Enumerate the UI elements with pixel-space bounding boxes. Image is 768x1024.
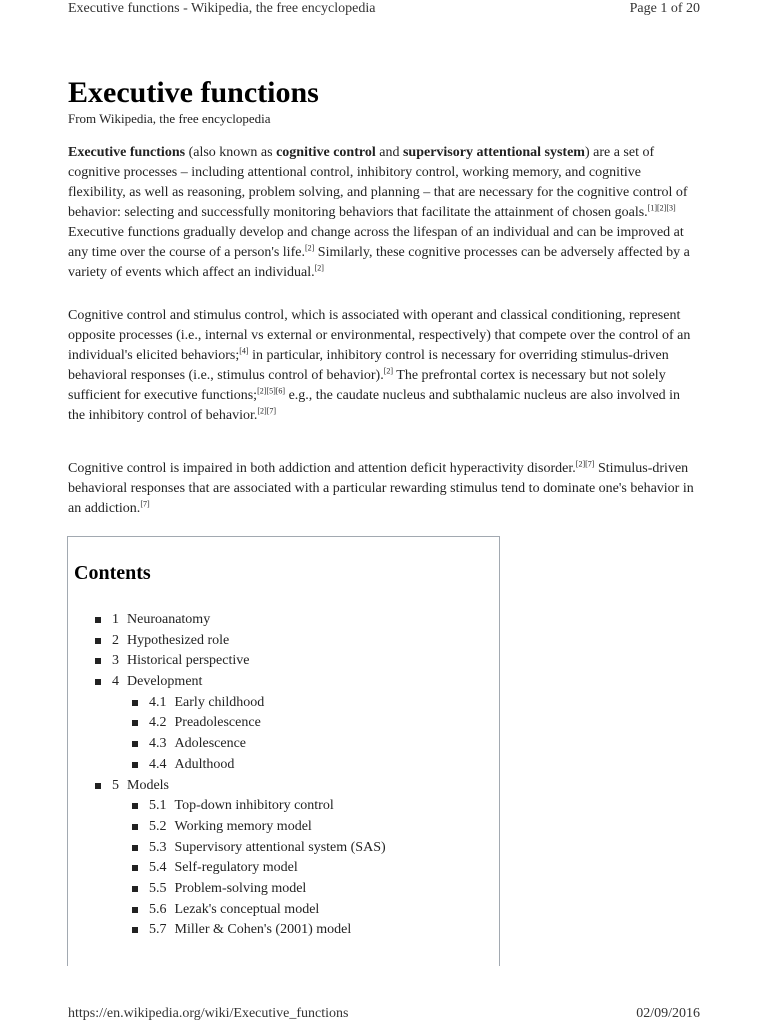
toc-number: 4.2	[149, 715, 167, 731]
text-run: (also known as	[185, 145, 277, 160]
bullet-icon	[95, 658, 101, 664]
bold-term: cognitive control	[276, 145, 376, 160]
bullet-icon	[95, 638, 101, 644]
intro-paragraph-1	[68, 143, 700, 283]
text-run: The prefrontal cortex is necessary but not solely sufficient for executive functions;	[68, 368, 666, 403]
toc-label[interactable]: Preadolescence	[174, 715, 261, 731]
bullet-icon	[95, 617, 101, 623]
bold-term: Executive functions	[68, 145, 186, 160]
print-header-title: Executive functions - Wikipedia, the free encyclopedia	[68, 1, 376, 16]
toc-item-self-regulatory-model[interactable]	[131, 858, 386, 879]
toc-label[interactable]: Models	[127, 777, 169, 793]
toc-item-adolescence[interactable]	[131, 734, 386, 755]
toc-number: 1	[112, 612, 119, 627]
toc-label[interactable]: Self-regulatory model	[174, 860, 298, 876]
bullet-icon	[95, 783, 101, 789]
print-footer-date: 02/09/2016	[636, 1006, 700, 1021]
toc-item-supervisory-attentional-system[interactable]	[131, 838, 386, 859]
print-footer-url: https://en.wikipedia.org/wiki/Executive_functions	[68, 1006, 349, 1021]
toc-label[interactable]: Problem-solving model	[174, 880, 307, 896]
bullet-icon	[132, 907, 138, 913]
toc-number: 5.4	[149, 860, 167, 876]
toc-label[interactable]: Top-down inhibitory control	[174, 798, 334, 814]
toc-number: 5.7	[149, 922, 167, 938]
intro-paragraph-2	[68, 306, 700, 426]
page-subtitle: From Wikipedia, the free encyclopedia	[68, 111, 271, 126]
citation-ref[interactable]: [2][7]	[257, 406, 277, 416]
toc-number: 5.1	[149, 798, 167, 814]
toc-item-hypothesized-role[interactable]	[94, 631, 386, 652]
toc-label[interactable]: Early childhood	[174, 694, 265, 710]
bullet-icon	[132, 741, 138, 747]
toc-label[interactable]: Adolescence	[174, 736, 247, 752]
text-run: in particular, inhibitory control is necessary for overriding stimulus-driven behavioral responses (i.e., stimulus control of behavior).	[68, 348, 669, 383]
citation-ref[interactable]: [2][7]	[575, 459, 595, 469]
text-run: Executive functions gradually develop and change across the lifespan of an individual and can be improved at any time over the course of a person's life.	[68, 225, 684, 260]
toc-item-preadolescence[interactable]	[131, 713, 386, 734]
toc-number: 4.4	[149, 756, 167, 772]
toc-item-miller-cohen-model[interactable]	[131, 920, 386, 941]
toc-label[interactable]: Neuroanatomy	[127, 612, 211, 627]
bullet-icon	[132, 720, 138, 726]
toc-number: 5.2	[149, 818, 167, 834]
toc-label[interactable]: Supervisory attentional system (SAS)	[174, 839, 386, 855]
citation-ref[interactable]: [2]	[304, 243, 315, 253]
citation-ref[interactable]: [2]	[383, 366, 394, 376]
citation-ref[interactable]: [7]	[140, 499, 150, 509]
intro-paragraph-3	[68, 459, 700, 519]
bullet-icon	[132, 700, 138, 706]
citation-ref[interactable]: [2][5][6]	[257, 386, 286, 396]
toc-number: 5.5	[149, 880, 167, 896]
toc-item-working-memory-model[interactable]	[131, 817, 386, 838]
toc-label[interactable]: Hypothesized role	[127, 632, 230, 648]
toc-list	[94, 610, 386, 941]
bullet-icon	[132, 824, 138, 830]
bullet-icon	[132, 762, 138, 768]
table-of-contents	[67, 536, 500, 966]
toc-label[interactable]: Development	[127, 674, 203, 690]
toc-item-lezaks-conceptual-model[interactable]	[131, 900, 386, 921]
citation-ref[interactable]: [1][2][3]	[647, 203, 676, 213]
text-run: ) are a set of cognitive processes – including attentional control, inhibitory control, working memory, and cognitive flexibility, as well as reasoning, problem solving, and planning – that are necessary for the cognitive control of behavior: selecting and successfully monitoring behaviors that facilitate the attainment of chosen goals.	[68, 145, 688, 220]
toc-number: 4	[112, 674, 119, 690]
text-run: Cognitive control is impaired in both addiction and attention deficit hyperactivity disorder.	[68, 461, 576, 476]
toc-item-top-down-inhibitory-control[interactable]	[131, 796, 386, 817]
text-run: e.g., the caudate nucleus and subthalamic nucleus are also involved in the inhibitory control of behavior.	[68, 388, 681, 423]
bullet-icon	[132, 845, 138, 851]
toc-label[interactable]: Working memory model	[174, 818, 312, 834]
bullet-icon	[132, 886, 138, 892]
toc-item-neuroanatomy[interactable]	[94, 610, 386, 631]
toc-number: 2	[112, 632, 119, 648]
print-page-indicator: Page 1 of 20	[629, 1, 700, 16]
text-run: Stimulus-driven behavioral responses that are associated with a particular rewarding stimulus tend to dominate one's behavior in an addiction.	[68, 461, 694, 516]
toc-number: 5.3	[149, 839, 167, 855]
bullet-icon	[132, 927, 138, 933]
toc-label[interactable]: Lezak's conceptual model	[174, 901, 320, 917]
toc-number: 5	[112, 777, 119, 793]
toc-item-early-childhood[interactable]	[131, 693, 386, 714]
toc-number: 3	[112, 653, 119, 669]
text-run: Cognitive control and stimulus control, which is associated with operant and classical conditioning, represent opposite processes (i.e., internal vs external or environmental, respectively) that compete over the control of an individual's elicited behaviors;	[68, 308, 691, 363]
toc-number: 5.6	[149, 901, 167, 917]
citation-ref[interactable]: [2]	[314, 263, 324, 273]
toc-item-historical-perspective[interactable]	[94, 651, 386, 672]
toc-item-models[interactable]	[94, 776, 386, 797]
toc-item-adulthood[interactable]	[131, 755, 386, 776]
bullet-icon	[132, 865, 138, 871]
bold-term: supervisory attentional system	[402, 145, 585, 160]
toc-label[interactable]: Adulthood	[174, 756, 235, 772]
page-title: Executive functions	[68, 76, 319, 109]
toc-label[interactable]: Historical perspective	[127, 653, 250, 669]
toc-number: 4.3	[149, 736, 167, 752]
text-run: and	[375, 145, 403, 160]
toc-label[interactable]: Miller & Cohen's (2001) model	[174, 922, 352, 938]
bullet-icon	[95, 679, 101, 685]
toc-number: 4.1	[149, 694, 167, 710]
bullet-icon	[132, 803, 138, 809]
citation-ref[interactable]: [4]	[239, 346, 249, 356]
toc-item-problem-solving-model[interactable]	[131, 879, 386, 900]
text-run: Similarly, these cognitive processes can be adversely affected by a variety of events which affect an individual.	[68, 245, 690, 280]
toc-title: Contents	[74, 562, 151, 584]
toc-item-development[interactable]	[94, 672, 386, 693]
